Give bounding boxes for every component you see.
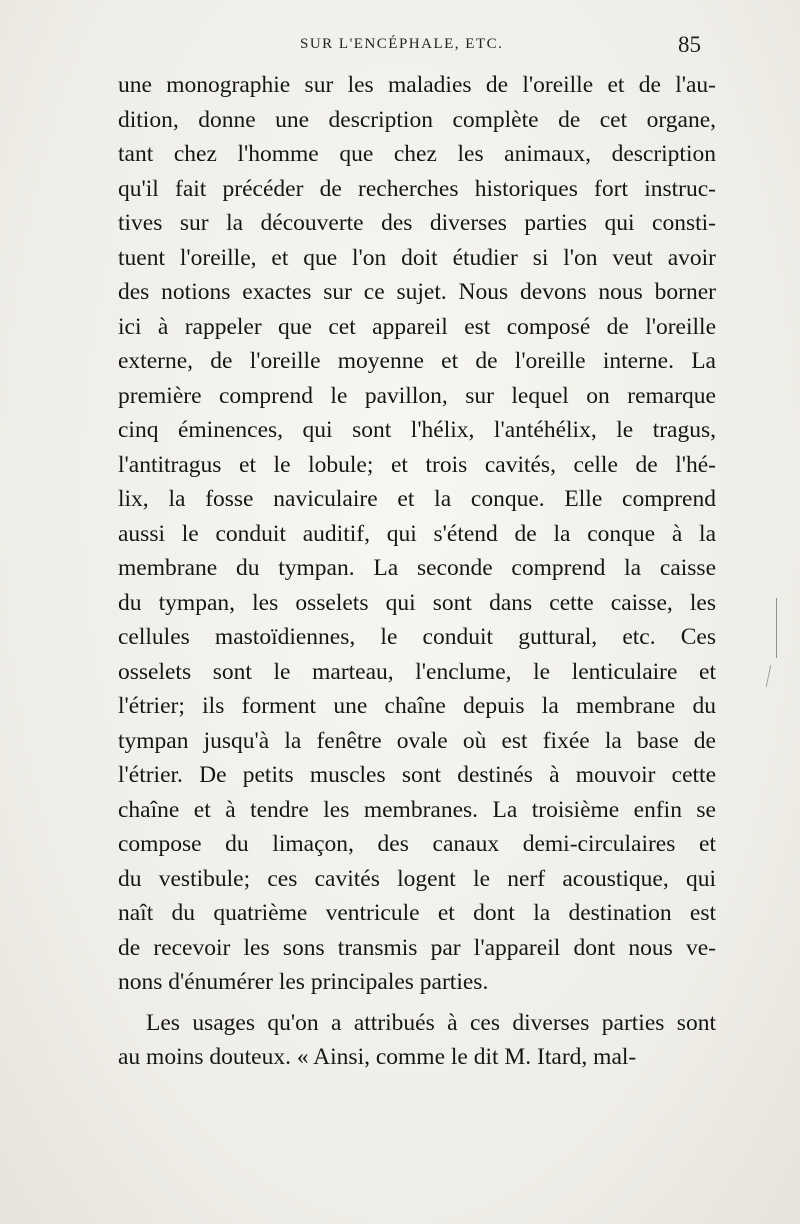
text-line: tympan jusqu'à la fenêtre ovale où est fixée la base de xyxy=(118,727,716,754)
text-line: tuent l'oreille, et que l'on doit étudier si l'on veut avoir xyxy=(118,244,716,271)
text-line: l'étrier; ils forment une chaîne depuis la membrane du xyxy=(118,693,716,719)
text-line: naît du quatrième ventricule et dont la destination est xyxy=(118,900,716,926)
text-line: du tympan, les osselets qui sont dans cette caisse, les xyxy=(118,589,716,616)
text-line: première comprend le pavillon, sur lequel on remarque xyxy=(118,382,716,409)
text-line: tant chez l'homme que chez les animaux, description xyxy=(118,141,716,167)
text-line: l'étrier. De petits muscles sont destinés à mouvoir cette xyxy=(118,762,716,788)
text-line: qu'il fait précéder de recherches historiques fort instruc- xyxy=(118,175,716,202)
running-title: SUR L'ENCÉPHALE, ETC. xyxy=(300,36,504,52)
margin-mark xyxy=(776,598,777,658)
text-line: membrane du tympan. La seconde comprend la caisse xyxy=(118,555,716,581)
text-line: cinq éminences, qui sont l'hélix, l'antéhélix, le tragus, xyxy=(118,417,716,443)
text-line: ici à rappeler que cet appareil est composé de l'oreille xyxy=(118,313,716,340)
text-line: osselets sont le marteau, l'enclume, le lenticulaire et xyxy=(118,658,716,685)
body-text xyxy=(118,68,716,1075)
margin-mark xyxy=(766,665,772,687)
text-line: du vestibule; ces cavités logent le nerf acoustique, qui xyxy=(118,865,716,892)
text-line: cellules mastoïdiennes, le conduit guttural, etc. Ces xyxy=(118,624,716,650)
text-line: lix, la fosse naviculaire et la conque. Elle comprend xyxy=(118,486,716,512)
text-line: compose du limaçon, des canaux demi-circulaires et xyxy=(118,831,716,857)
page-number: 85 xyxy=(678,32,701,57)
text-line: aussi le conduit auditif, qui s'étend de la conque à la xyxy=(118,520,716,547)
text-line: dition, donne une description complète de cet organe, xyxy=(118,106,716,133)
text-line: de recevoir les sons transmis par l'appareil dont nous ve- xyxy=(118,934,716,961)
text-line: l'antitragus et le lobule; et trois cavités, celle de l'hé- xyxy=(118,451,716,478)
text-line: au moins douteux. « Ainsi, comme le dit M. Itard, mal- xyxy=(118,1044,637,1070)
text-line: externe, de l'oreille moyenne et de l'oreille interne. La xyxy=(118,348,716,374)
text-line: tives sur la découverte des diverses parties qui consti- xyxy=(118,210,716,236)
running-head xyxy=(0,32,800,60)
text-line: une monographie sur les maladies de l'oreille et de l'au- xyxy=(118,72,716,98)
text-line: des notions exactes sur ce sujet. Nous devons nous borner xyxy=(118,279,716,305)
text-line: nons d'énumérer les principales parties. xyxy=(118,969,489,995)
text-line: chaîne et à tendre les membranes. La troisième enfin se xyxy=(118,796,716,823)
text-line: Les usages qu'on a attribués à ces diverses parties sont xyxy=(146,1009,716,1036)
